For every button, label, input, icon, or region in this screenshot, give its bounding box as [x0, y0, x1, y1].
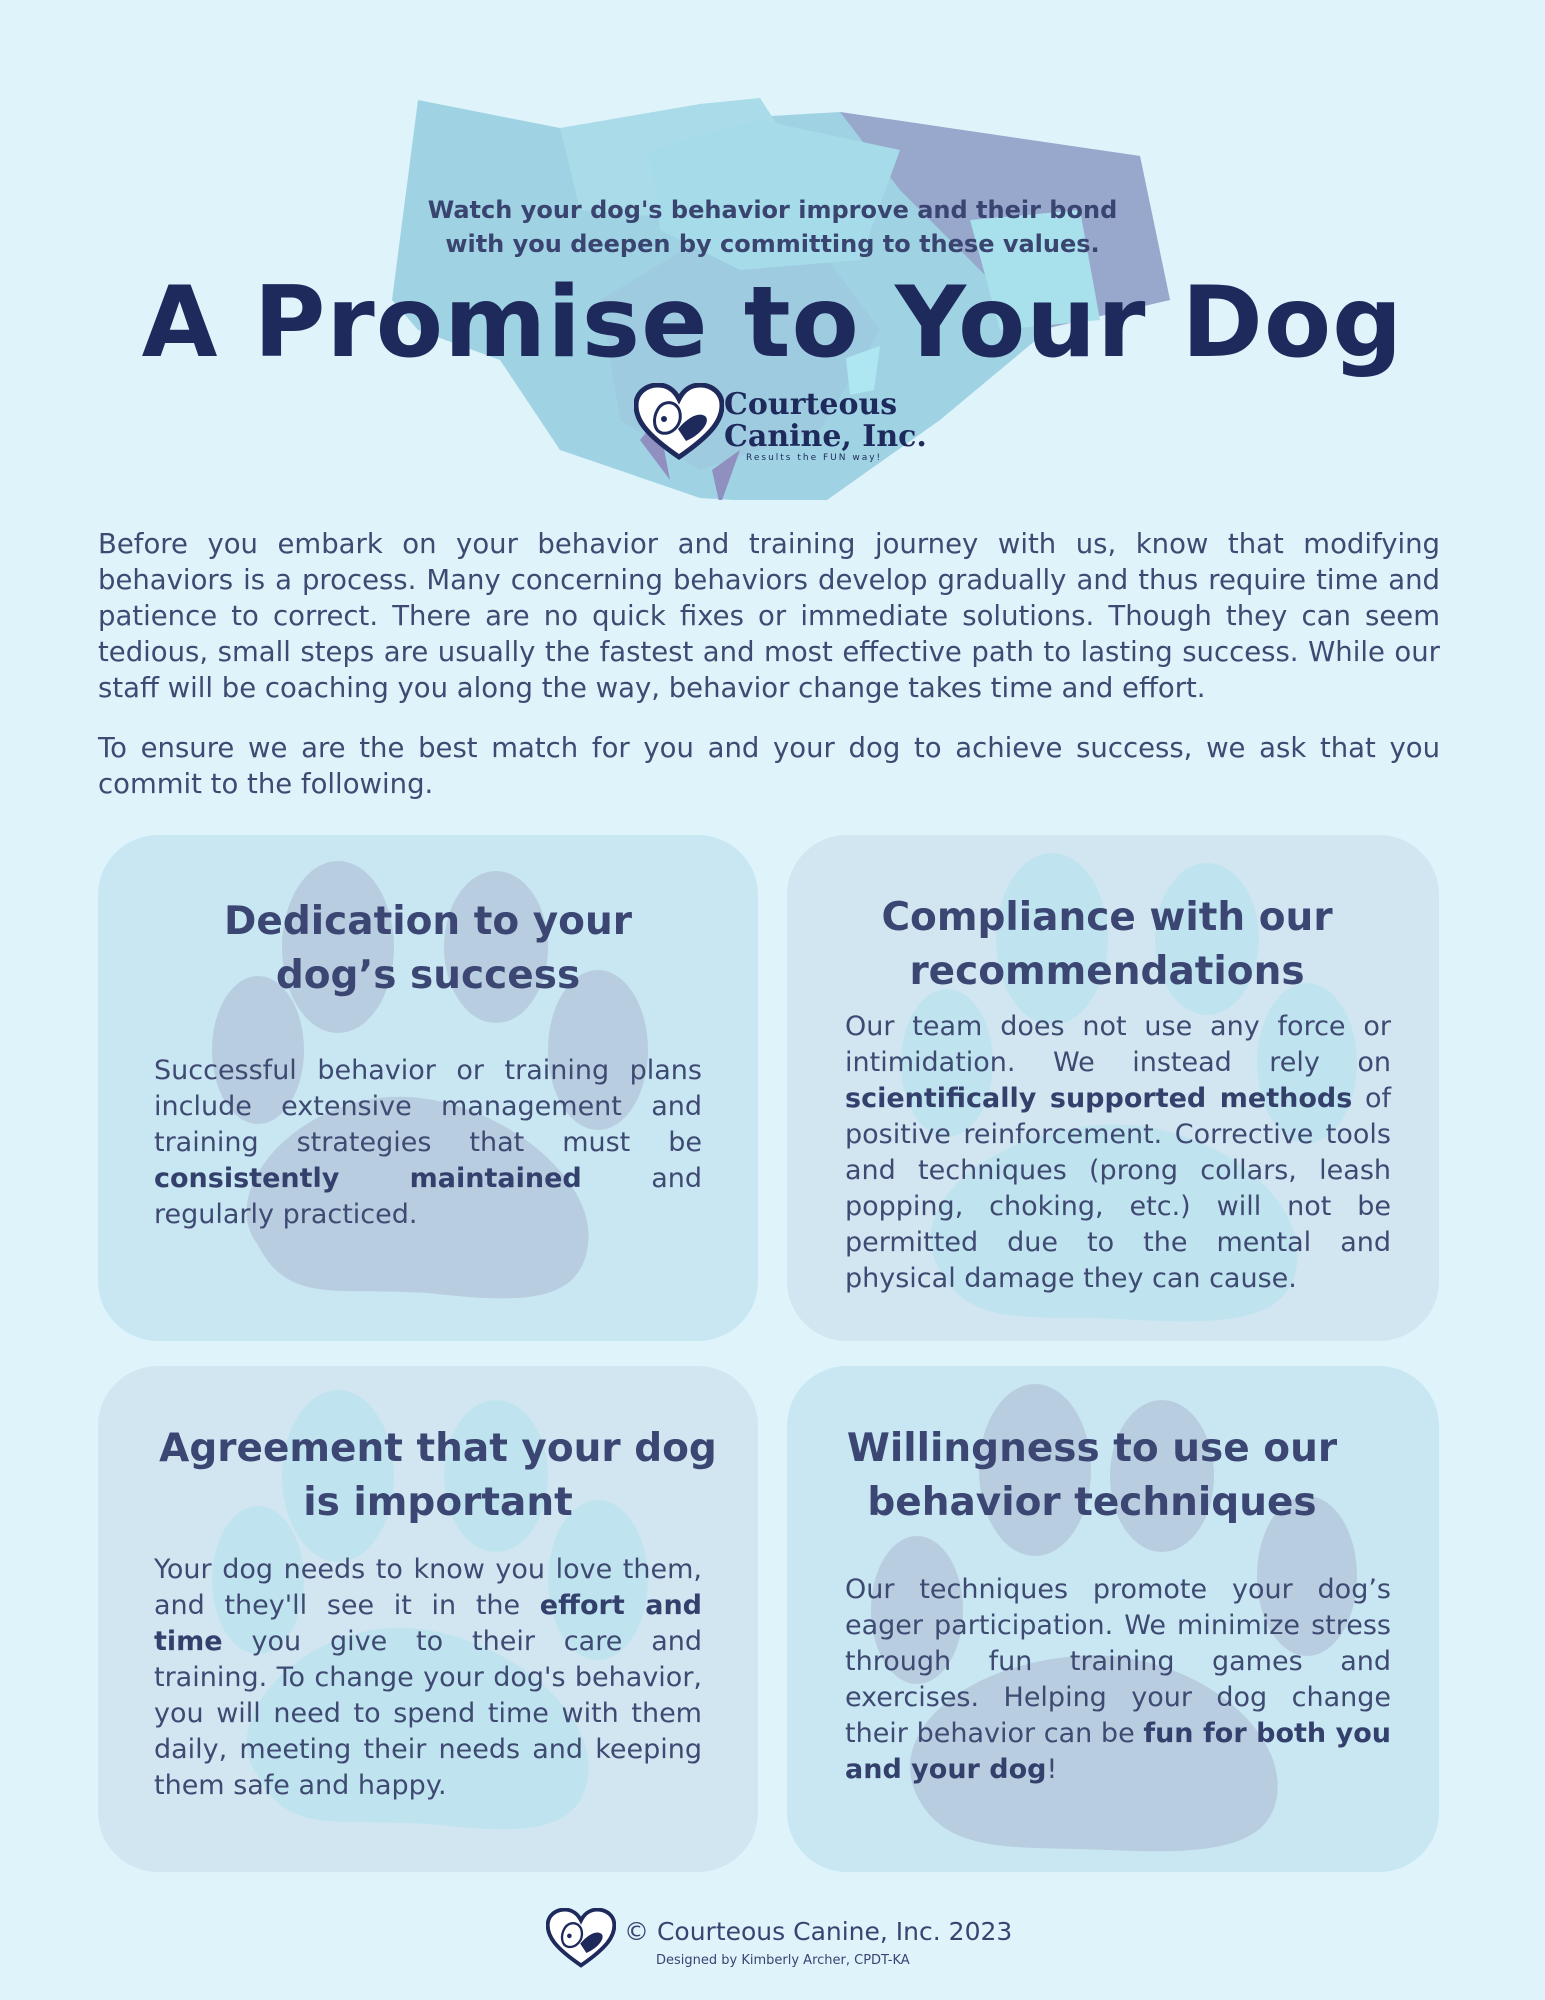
- header-subtitle: Watch your dog's behavior improve and their bond with you deepen by committing to these values.: [427, 196, 1118, 258]
- heart-dog-icon: [634, 383, 724, 463]
- footer-copyright: © Courteous Canine, Inc. 2023: [624, 1917, 1013, 1946]
- card-bold-text: scientifically supported methods: [845, 1083, 1353, 1114]
- card-text: of positive reinforcement. Corrective tools and techniques (prong collars, leash popping, choking, etc.) will not be permitted due to the mental and physical damage they can cause.: [845, 1083, 1391, 1294]
- heart-dog-icon: [546, 1908, 616, 1970]
- card-title: Dedication to your dog’s success: [224, 899, 632, 998]
- company-logo: [634, 383, 927, 473]
- card-compliance: [787, 835, 1439, 1341]
- card-body: [845, 1572, 1391, 1788]
- intro-paragraph-2: To ensure we are the best match for you and your dog to achieve success, we ask that you commit to the following.: [98, 732, 1440, 800]
- card-willingness: [787, 1366, 1439, 1872]
- card-body: [154, 1053, 702, 1233]
- card-text: Our techniques promote your dog’s eager participation. We minimize stress through fun training games and exercises. Helping your dog change their behavior can be: [845, 1574, 1391, 1749]
- card-bold-text: effort and time: [154, 1590, 703, 1657]
- card-text: and regularly practiced.: [154, 1163, 702, 1230]
- card-text: Your dog needs to know you love them, and they'll see it in the: [154, 1554, 702, 1621]
- page-title: A Promise to Your Dog: [141, 266, 1404, 380]
- card-bold-text: fun for both you and your dog: [845, 1718, 1391, 1785]
- card-title: Willingness to use our behavior techniques: [846, 1426, 1338, 1525]
- hero-section: [0, 0, 1545, 500]
- logo-name: Courteous Canine, Inc.: [724, 387, 927, 454]
- card-agreement: [98, 1366, 758, 1872]
- card-body: [845, 1009, 1391, 1297]
- card-body: [154, 1552, 702, 1804]
- card-text: Our team does not use any force or intimidation. We instead rely on: [845, 1011, 1391, 1078]
- card-text: Successful behavior or training plans include extensive management and training strategies that must be: [154, 1055, 702, 1158]
- card-text: !: [1046, 1754, 1058, 1785]
- logo-tagline: Results the FUN way!: [746, 453, 883, 463]
- card-bold-text: consistently maintained: [154, 1163, 582, 1194]
- card-title: Compliance with our recommendations: [881, 895, 1333, 994]
- card-dedication: [98, 835, 758, 1341]
- card-title: Agreement that your dog is important: [159, 1426, 717, 1525]
- intro-paragraph-1: Before you embark on your behavior and training journey with us, know that modifying behaviors is a process. Many concerning behaviors develop gradually and thus require time and patience to correct. There are no quick fixes or immediate solutions. Though they can seem tedious, small steps are usually the fastest and most effective path to lasting success. While our staff will be coaching you along the way, behavior change takes time and effort.: [98, 528, 1440, 704]
- footer-credit: Designed by Kimberly Archer, CPDT-KA: [656, 1953, 910, 1968]
- card-text: you give to their care and training. To change your dog's behavior, you will need to spend time with them daily, meeting their needs and keeping them safe and happy.: [154, 1626, 702, 1801]
